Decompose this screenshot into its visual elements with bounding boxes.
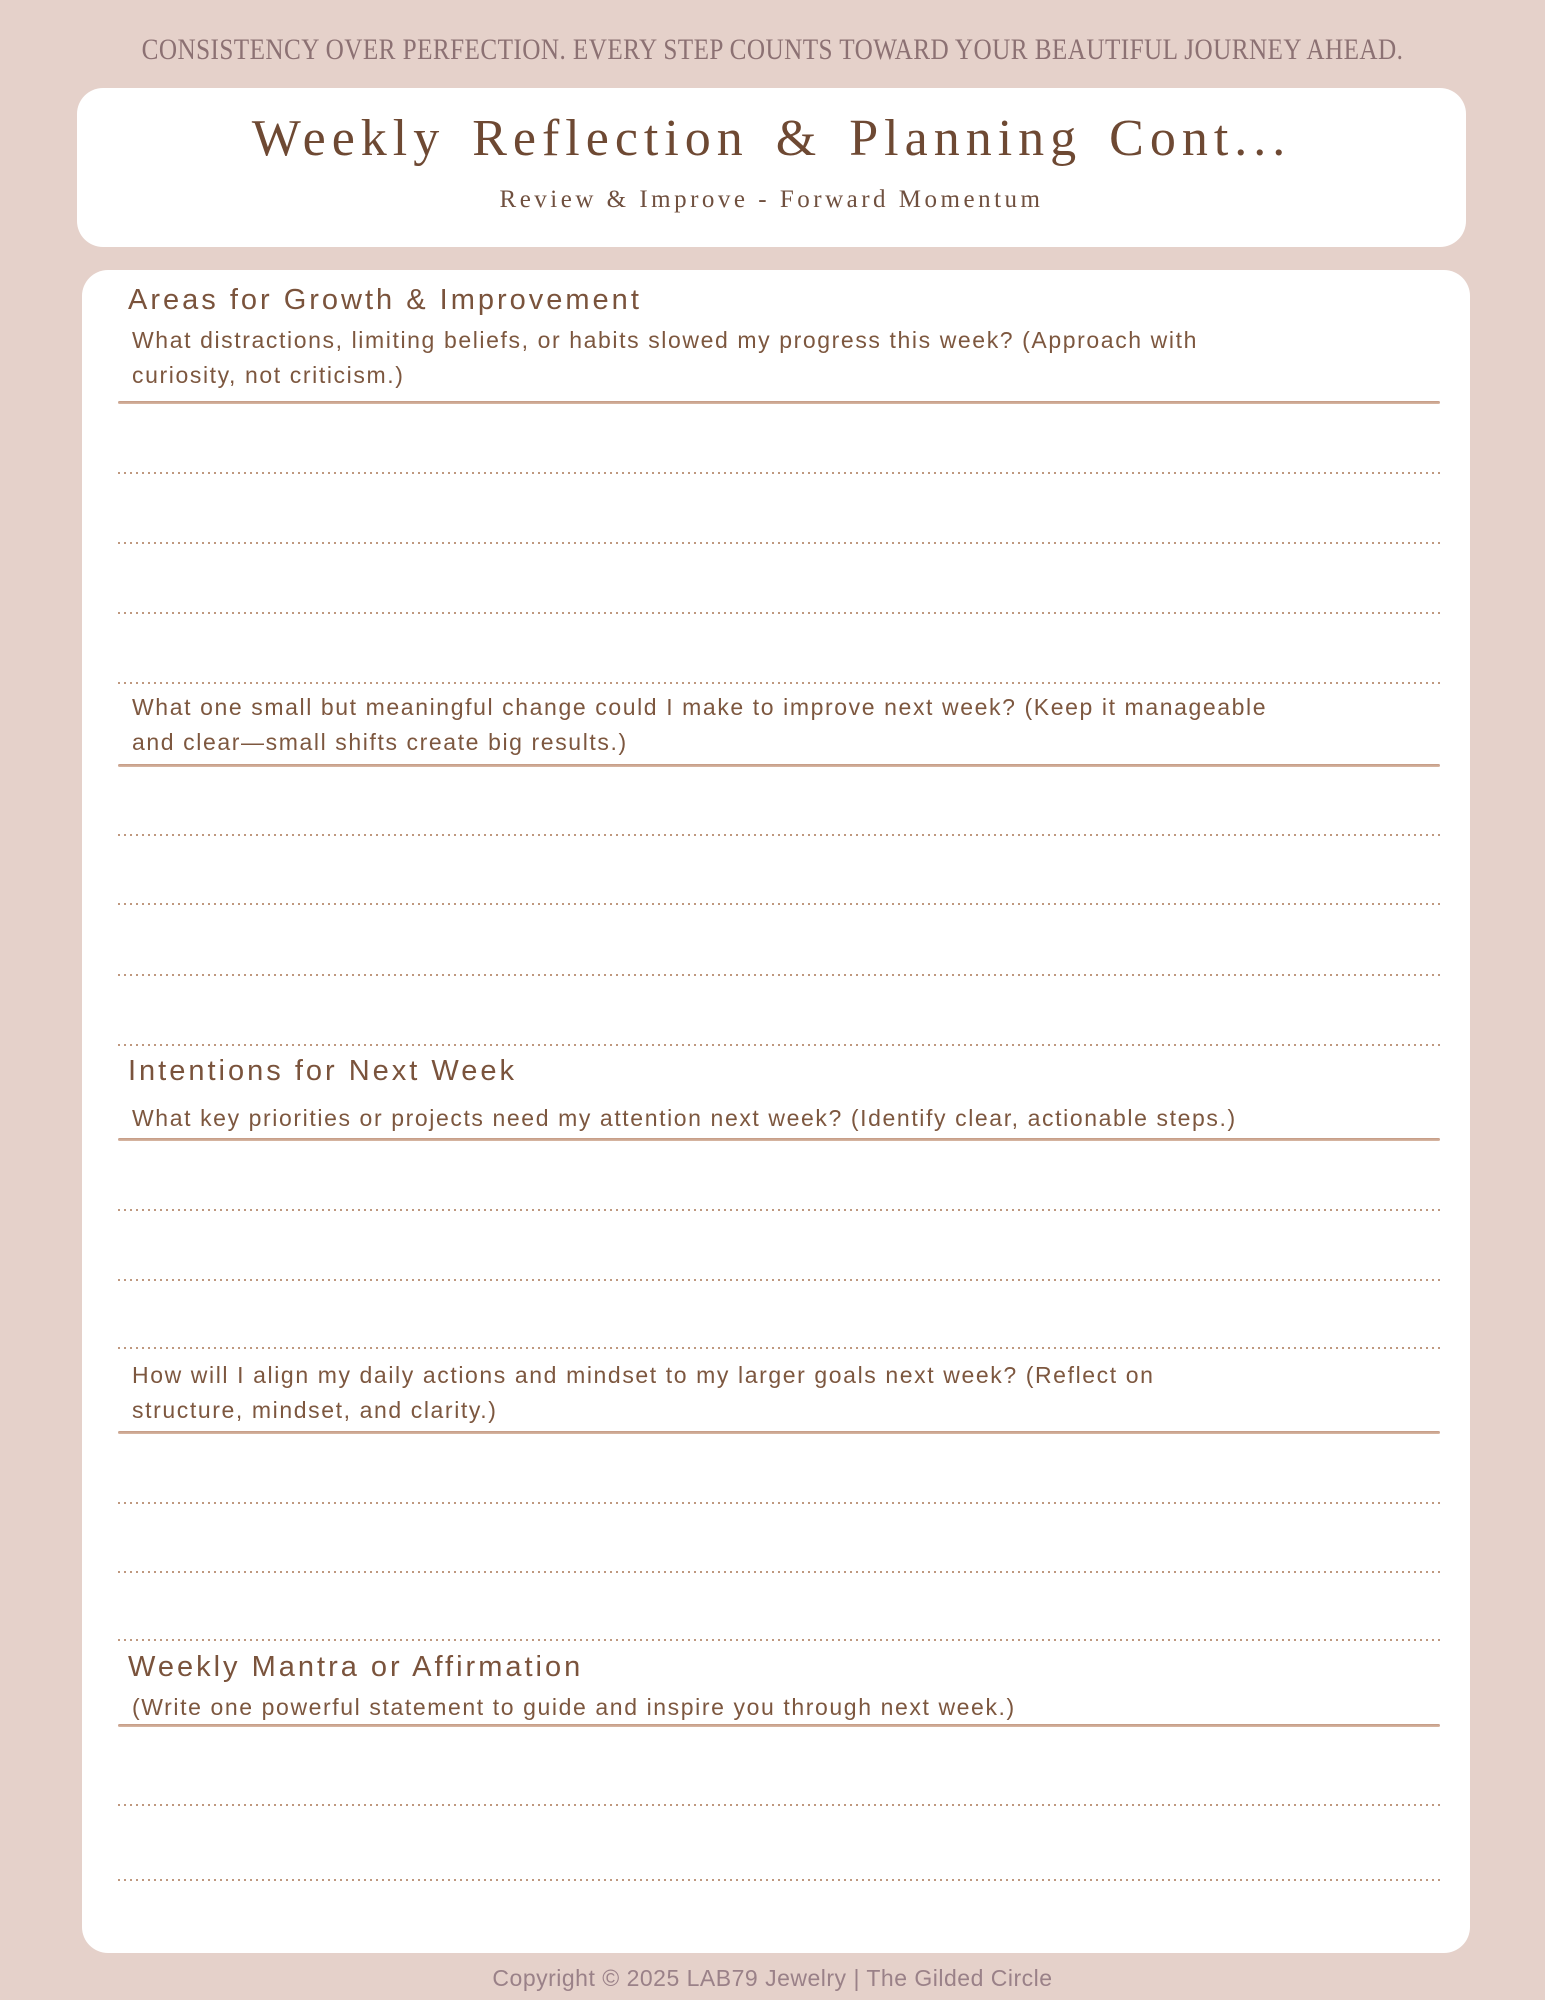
question-line: What key priorities or projects need my attention next week? (Identify clear, actionable steps.) (132, 1105, 1237, 1131)
answer-line (118, 542, 1440, 544)
question-underline (118, 1724, 1440, 1727)
answer-line (118, 1209, 1440, 1211)
question-align-actions (132, 1358, 1452, 1428)
section-heading-intentions: Intentions for Next Week (128, 1055, 518, 1087)
page-title: Weekly Reflection & Planning Cont... (251, 110, 1292, 167)
question-underline (118, 764, 1440, 767)
question-line: structure, mindset, and clarity.) (132, 1397, 498, 1423)
question-underline (118, 401, 1440, 404)
section-heading-mantra: Weekly Mantra or Affirmation (128, 1651, 584, 1683)
question-line: What distractions, limiting beliefs, or habits slowed my progress this week? (Approach with (132, 327, 1198, 353)
answer-line (118, 974, 1440, 976)
content-card (82, 270, 1470, 1953)
question-line: curiosity, not criticism.) (132, 362, 405, 388)
question-small-change (132, 690, 1452, 760)
header-card (77, 88, 1466, 247)
answer-line (118, 612, 1440, 614)
answer-line (118, 1804, 1440, 1806)
question-line: How will I align my daily actions and mindset to my larger goals next week? (Reflect on (132, 1362, 1155, 1388)
answer-line (118, 1502, 1440, 1504)
answer-line (118, 472, 1440, 474)
question-line: What one small but meaningful change could I make to improve next week? (Keep it manageable (132, 694, 1268, 720)
page-subtitle: Review & Improve - Forward Momentum (499, 186, 1044, 213)
question-line: (Write one powerful statement to guide and inspire you through next week.) (132, 1694, 1016, 1720)
answer-line (118, 1279, 1440, 1281)
answer-line (118, 1879, 1440, 1881)
answer-line (118, 1347, 1440, 1349)
banner-quote: CONSISTENCY OVER PERFECTION. EVERY STEP COUNTS TOWARD YOUR BEAUTIFUL JOURNEY AHEAD. (141, 33, 1404, 66)
answer-line (118, 1639, 1440, 1641)
question-underline (118, 1431, 1440, 1434)
answer-line (118, 682, 1440, 684)
section-heading-growth: Areas for Growth & Improvement (128, 284, 642, 316)
answer-line (118, 834, 1440, 836)
question-distractions (132, 323, 1452, 393)
answer-line (118, 1571, 1440, 1573)
answer-line (118, 1044, 1440, 1046)
question-mantra (132, 1690, 1452, 1725)
question-key-priorities (132, 1101, 1452, 1136)
answer-line (118, 903, 1440, 905)
question-underline (118, 1138, 1440, 1141)
question-line: and clear—small shifts create big results.) (132, 729, 628, 755)
footer-copyright: Copyright © 2025 LAB79 Jewelry | The Gilded Circle (492, 1965, 1053, 1991)
